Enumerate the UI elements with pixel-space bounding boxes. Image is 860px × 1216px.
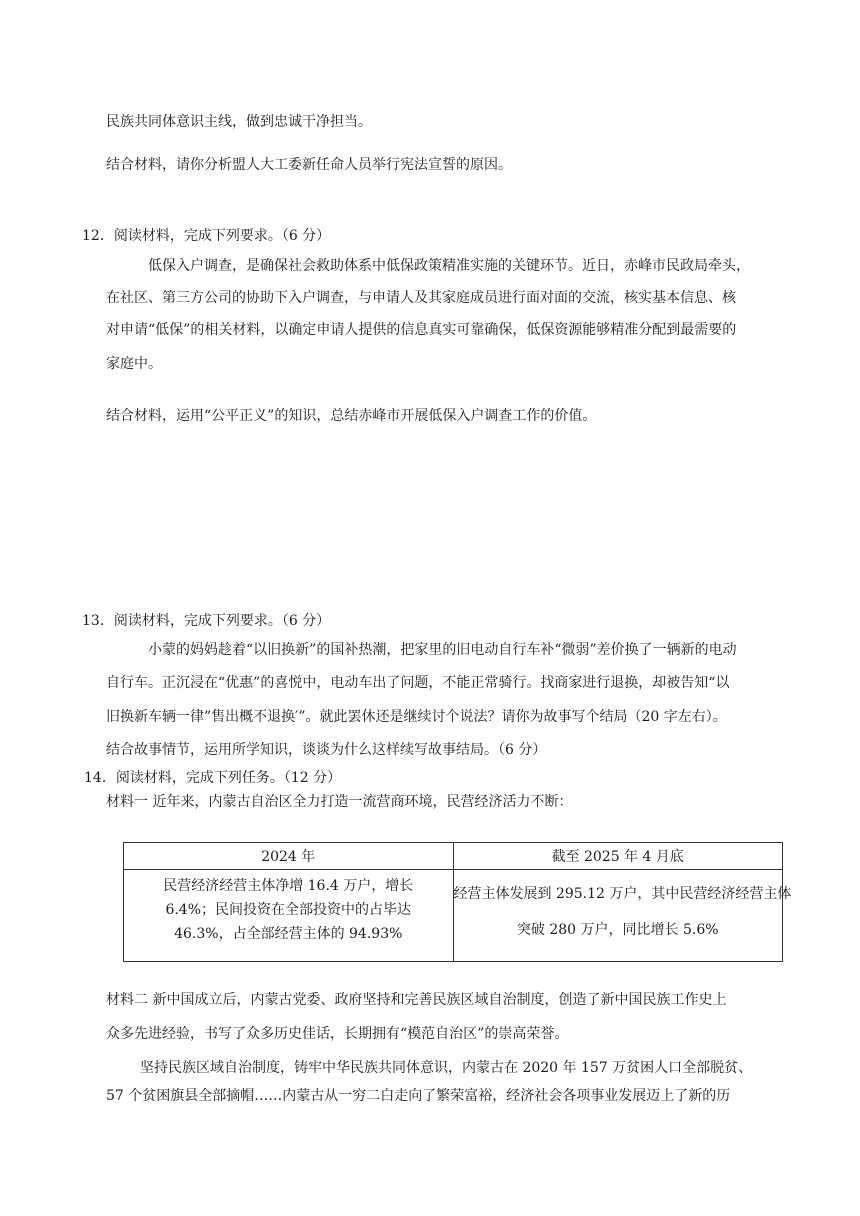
cell-2025-line-1: 经营主体发展到 295.12 万户，其中民营经济经营主体 bbox=[453, 886, 792, 902]
q14-para-line-1: 坚持民族区域自治制度，铸牢中华民族共同体意识，内蒙古在 2020 年 157 万贫困人口全部脱贫、 bbox=[140, 1060, 753, 1076]
q14-heading: 14．阅读材料，完成下列任务。（12 分） bbox=[84, 770, 342, 786]
q11-prompt: 结合材料，请你分析盟人大工委新任命人员举行宪法宣誓的原因。 bbox=[106, 157, 512, 173]
cell-2024-line-1: 民营经济经营主体净增 16.4 万户，增长 bbox=[163, 878, 414, 894]
q12-line-2: 在社区、第三方公司的协助下入户调查，与申请人及其家庭成员进行面对面的交流，核实基本信息、核 bbox=[106, 290, 736, 306]
q12-line-3: 对申请“低保”的相关材料，以确定申请人提供的信息真实可靠确保，低保资源能够精准分配到最需要的 bbox=[106, 322, 737, 338]
cell-2024-line-3: 46.3%，占全部经营主体的 94.93% bbox=[174, 926, 403, 942]
q13-line-4: 结合故事情节，运用所学知识，谈谈为什么这样续写故事结局。（6 分） bbox=[106, 742, 547, 758]
q14-para-line-2: 57 个贫困旗县全部摘帽……内蒙古从一穷二白走向了繁荣富裕，经济社会各项事业发展迈上了新的历 bbox=[106, 1088, 731, 1104]
table-header-row bbox=[124, 843, 783, 870]
table-header-2025: 截至 2025 年 4 月底 bbox=[453, 843, 783, 870]
q12-heading: 12．阅读材料，完成下列要求。（6 分） bbox=[82, 228, 331, 244]
q12-line-4: 家庭中。 bbox=[106, 356, 162, 372]
q14-material2-line-2: 众多先进经验，书写了众多历史佳话，长期拥有“模范自治区”的崇高荣誉。 bbox=[106, 1026, 569, 1042]
table-cell-2024 bbox=[124, 870, 454, 962]
q14-material2-line-1: 材料二 新中国成立后，内蒙古党委、政府坚持和完善民族区域自治制度，创造了新中国民族工作史上 bbox=[106, 992, 727, 1008]
q12-prompt: 结合材料，运用“公平正义”的知识，总结赤峰市开展低保入户调查工作的价值。 bbox=[106, 408, 597, 424]
table-cell-2025 bbox=[453, 870, 792, 962]
cell-2024-line-2: 6.4%；民间投资在全部投资中的占毕达 bbox=[165, 902, 412, 918]
q13-line-2: 自行车。正沉浸在“优惠”的喜悦中，电动车出了问题，不能正常骑行。找商家进行退换，却被告知“以 bbox=[106, 675, 730, 691]
table-header-2024: 2024 年 bbox=[124, 843, 454, 870]
q13-line-1: 小蒙的妈妈趁着“以旧换新”的国补热潮，把家里的旧电动自行车补“微弱”差价换了一辆新的电动 bbox=[148, 642, 737, 658]
q14-material1: 材料一 近年来，内蒙古自治区全力打造一流营商环境，民营经济活力不断： bbox=[106, 794, 573, 810]
table-row bbox=[124, 870, 783, 962]
q13-line-3: 旧换新车辆一律”售出概不退换′”。就此罢休还是继续讨个说法？请你为故事写个结局（20 字左右）。 bbox=[106, 709, 727, 725]
economy-table bbox=[123, 842, 792, 962]
q12-line-1: 低保入户调查，是确保社会救助体系中低保政策精准实施的关键环节。近日，赤峰市民政局牵头， bbox=[148, 258, 750, 274]
q11-line-tail: 民族共同体意识主线，做到忠诚干净担当。 bbox=[106, 114, 372, 130]
q13-heading: 13．阅读材料，完成下列要求。（6 分） bbox=[82, 613, 331, 629]
cell-2025-line-2: 突破 280 万户，同比增长 5.6% bbox=[516, 922, 719, 938]
